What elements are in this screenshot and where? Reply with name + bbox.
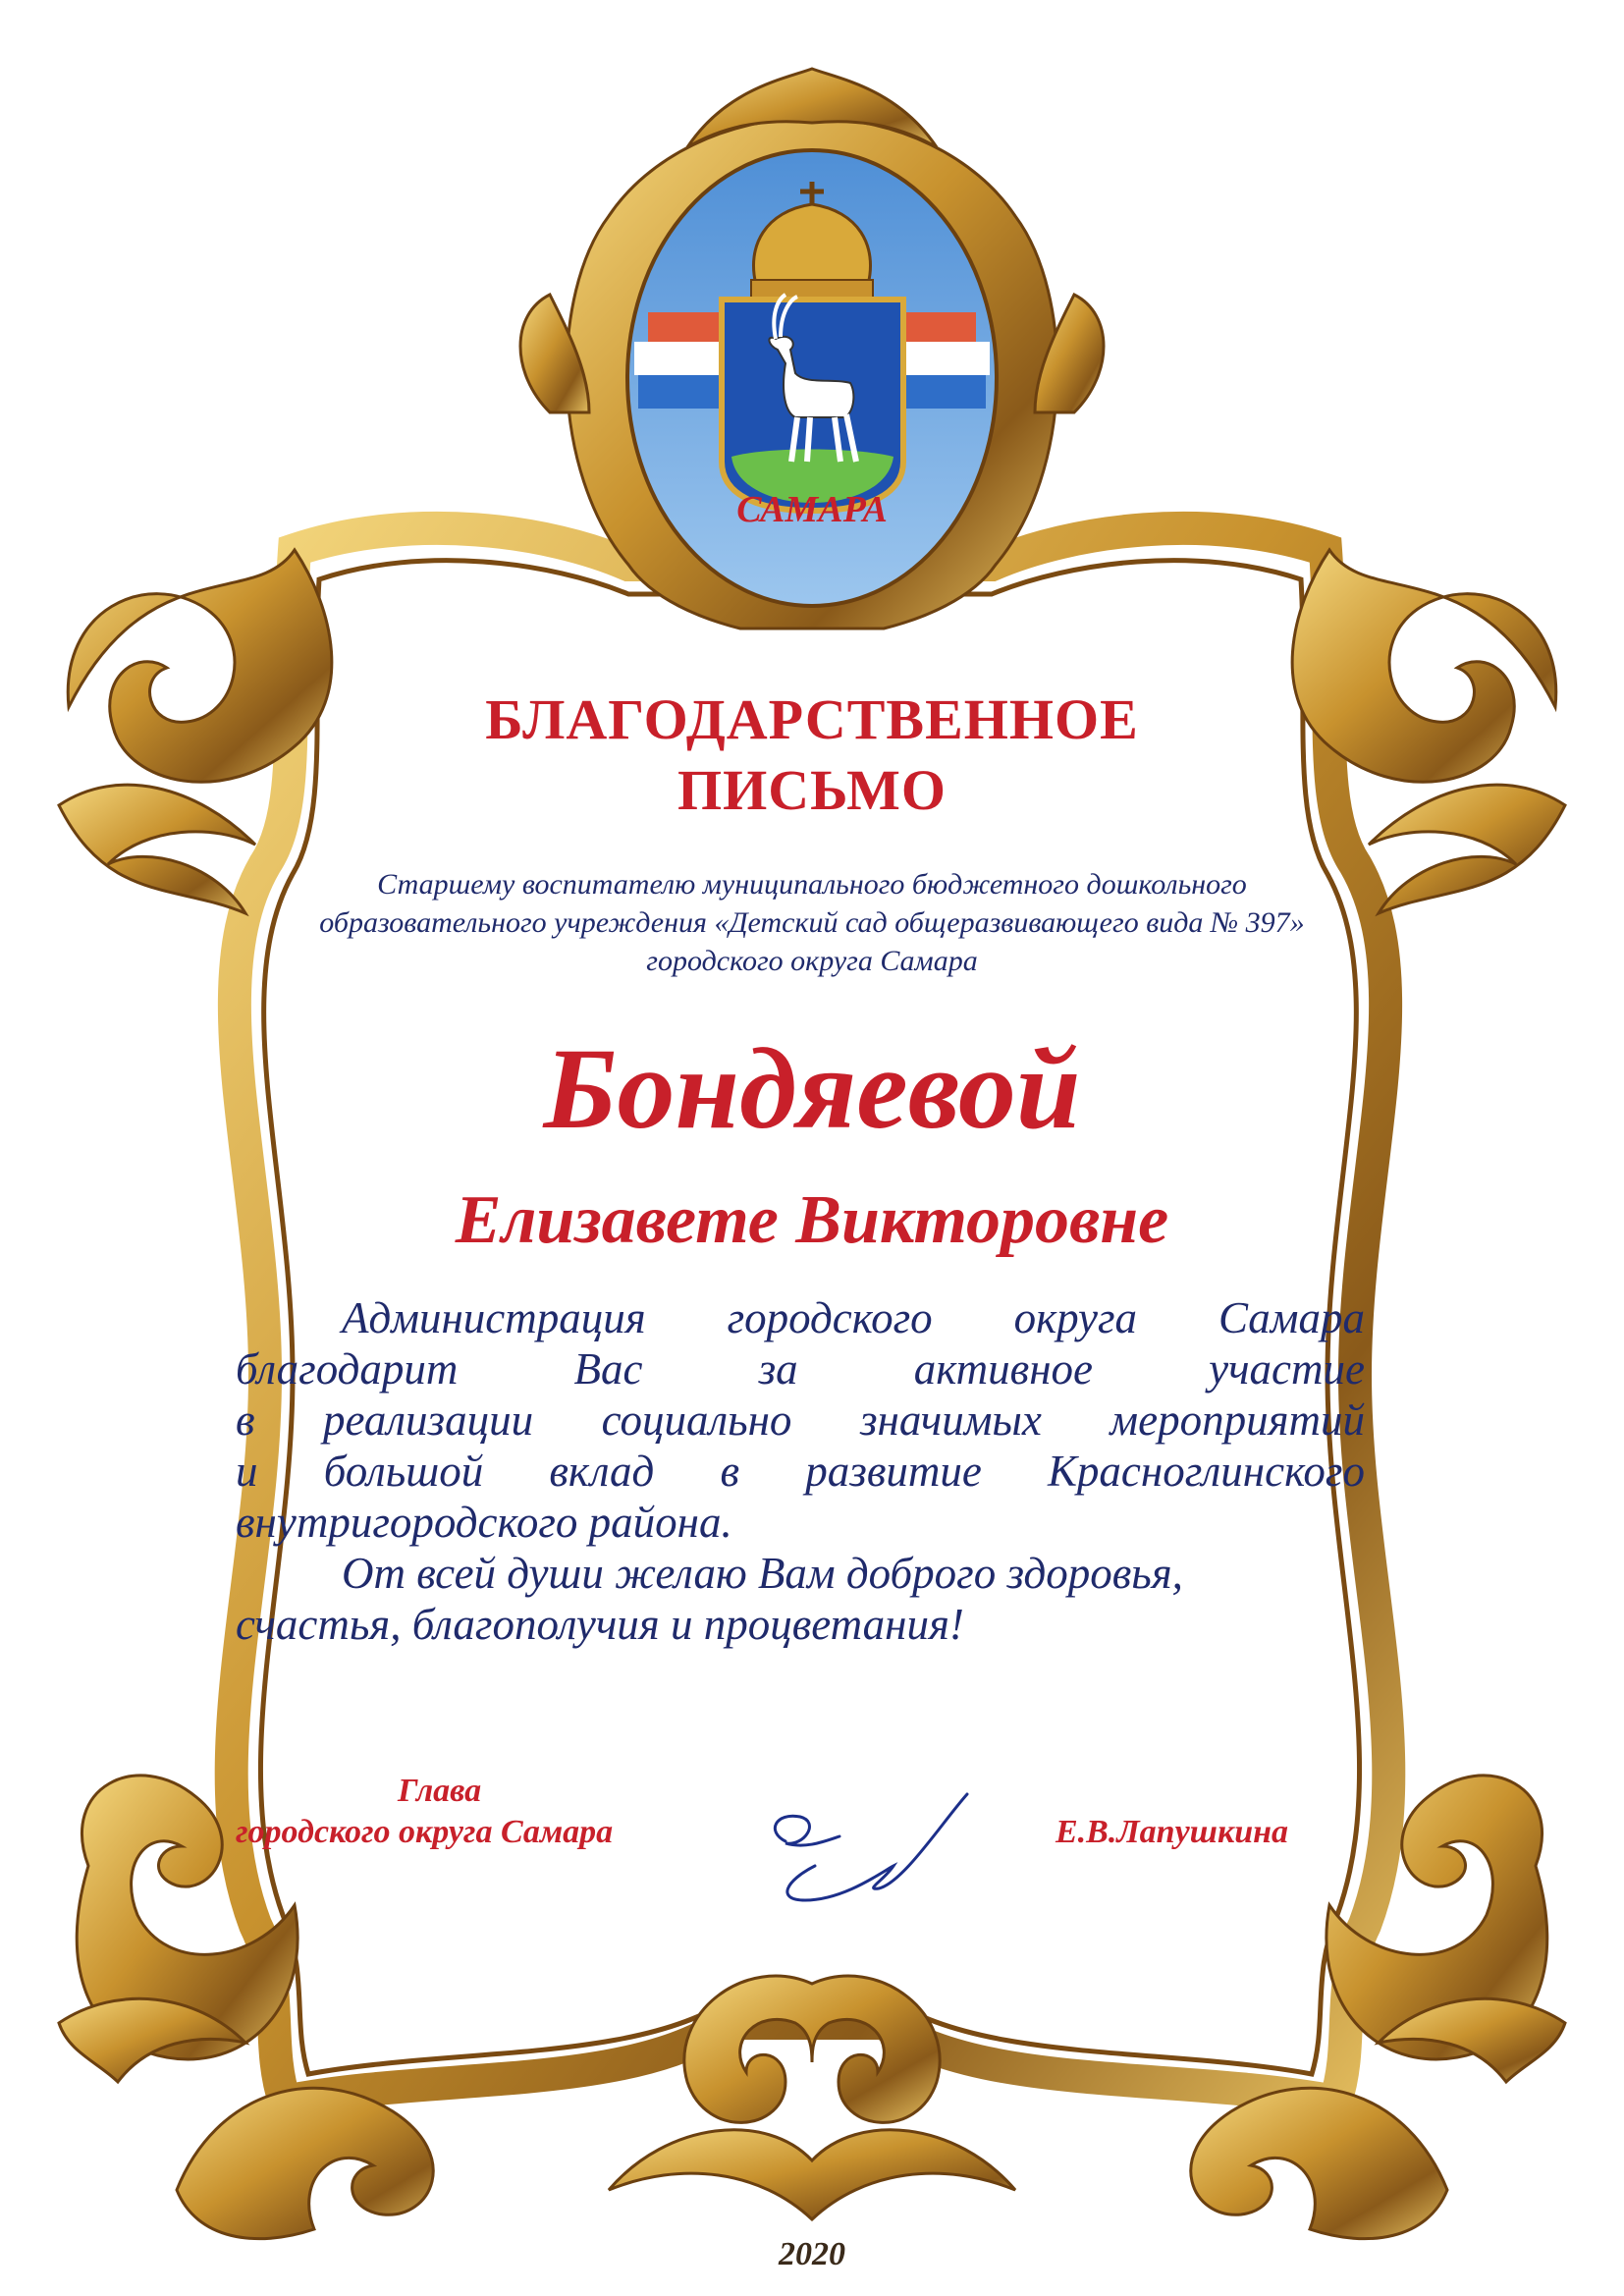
signatory-name: Е.В.Лапушкина [1056, 1814, 1289, 1850]
signatory-position-line1: Глава [398, 1773, 482, 1809]
recipient-line3: городского округа Самара [646, 945, 978, 977]
body-line: благодарит Вас за активное участие [236, 1344, 1365, 1394]
letter-body [236, 1292, 1365, 1650]
recipient-name-patronymic: Елизавете Викторовне [455, 1182, 1169, 1258]
body-line: Администрация городского округа Самара [342, 1293, 1365, 1342]
body-line: в реализации социально значимых мероприятий [236, 1395, 1365, 1445]
emblem-caption: САМАРА [736, 489, 888, 530]
letter-title-line1: БЛАГОДАРСТВЕННОЕ [485, 687, 1139, 751]
handwritten-signature [746, 1773, 982, 1920]
bottom-center-ornament [609, 1976, 1015, 2219]
body-line: и большой вклад в развитие Красноглинского [236, 1447, 1365, 1496]
coat-of-arms-shield [722, 295, 903, 511]
body-line: внутригородского района. [236, 1498, 732, 1547]
letter-title-line2: ПИСЬМО [677, 758, 947, 822]
wish-line: От всей души желаю Вам доброго здоровья, [342, 1549, 1183, 1598]
recipient-line1: Старшему воспитателю муниципального бюджетного дошкольного [377, 868, 1247, 901]
wish-line: счастья, благополучия и процветания! [236, 1600, 964, 1649]
document-year: 2020 [779, 2236, 845, 2272]
signatory-position-line2: городского округа Самара [236, 1814, 614, 1850]
recipient-surname: Бондяевой [543, 1024, 1081, 1153]
recipient-line2: образовательного учреждения «Детский сад общеразвивающего вида № 397» [319, 906, 1305, 939]
